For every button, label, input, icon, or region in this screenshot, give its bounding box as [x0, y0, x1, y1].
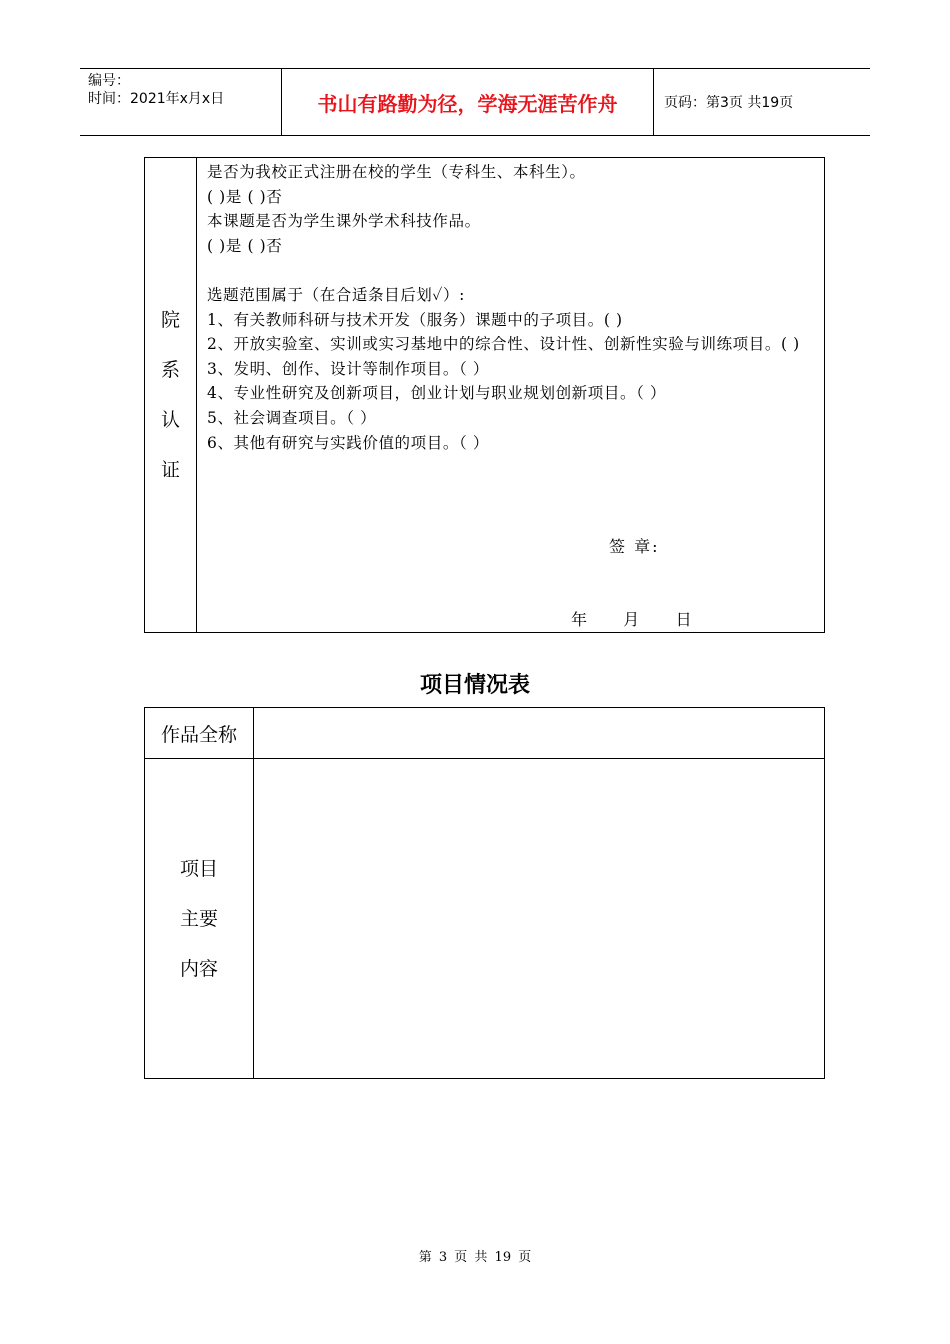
certification-table — [144, 157, 825, 633]
certification-content — [197, 158, 825, 633]
label-char: 证 — [160, 459, 180, 481]
cert-line: 是否为我校正式注册在校的学生（专科生、本科生）。 — [207, 163, 586, 181]
content-label-line: 项目 — [179, 857, 218, 880]
number-label: 编号： — [88, 73, 130, 89]
content-value[interactable] — [254, 759, 825, 1079]
header-motto: 书山有路勤为径，学海无涯苦作舟 — [282, 69, 654, 135]
cert-line: 3、发明、创作、设计等制作项目。（ ） — [207, 359, 489, 378]
signature-label: 签 章: — [609, 537, 660, 556]
cert-line: 6、其他有研究与实践价值的项目。（ ） — [207, 433, 489, 452]
cert-line: ( )是 ( )否 — [207, 236, 283, 255]
label-char: 院 — [160, 309, 180, 331]
name-label: 作品全称 — [145, 708, 254, 759]
project-table-title: 项目情况表 — [419, 673, 530, 698]
label-char: 认 — [160, 409, 180, 431]
cert-line: 选题范围属于（在合适条目后划✓）: — [207, 285, 465, 304]
cert-line: 2、开放实验室、实训或实习基地中的综合性、设计性、创新性实验与训练项目。( ) — [207, 335, 800, 354]
content-label — [145, 759, 254, 1079]
cert-line: 1、有关教师科研与技术开发（服务）课题中的子项目。( ) — [207, 310, 623, 329]
cert-line-blank — [207, 258, 818, 283]
cert-line: 4、专业性研究及创新项目，创业计划与职业规划创新项目。（ ） — [207, 384, 667, 403]
name-value[interactable] — [254, 708, 825, 759]
content-label-line: 内容 — [179, 957, 218, 980]
certification-label — [145, 158, 197, 633]
header-meta — [80, 69, 282, 135]
cert-line: ( )是 ( )否 — [207, 187, 283, 206]
label-char: 系 — [160, 359, 180, 381]
time-label: 时间：2021年x月x日 — [88, 91, 225, 107]
content-label-line: 主要 — [179, 907, 218, 930]
header-page-code: 页码：第3页 共19页 — [664, 95, 794, 111]
cert-line: 本课题是否为学生课外学术科技作品。 — [207, 212, 481, 231]
date-label: 年 月 日 — [571, 610, 693, 629]
page-footer: 第 3 页 共 19 页 — [418, 1250, 532, 1265]
project-table — [144, 707, 825, 1079]
page-header — [80, 68, 870, 136]
cert-line: 5、社会调查项目。（ ） — [207, 408, 377, 427]
